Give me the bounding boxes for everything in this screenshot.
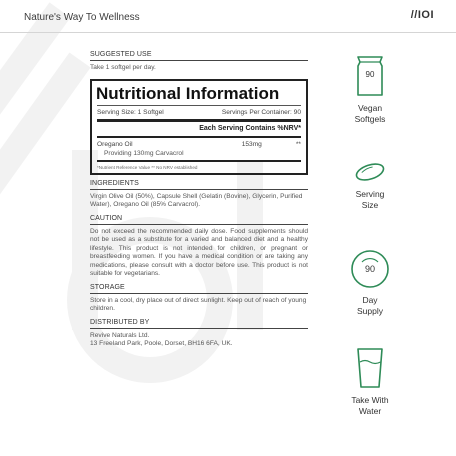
caution-title: CAUTION [90, 214, 123, 222]
nutrition-medium-divider [97, 160, 301, 162]
nutrition-thick-divider [97, 119, 301, 122]
nutrition-title: Nutritional Information [96, 83, 280, 103]
suggested-use-title: SUGGESTED USE [90, 51, 152, 58]
nutrition-footnote: *Nutrient Reference Value ** No NRV established [97, 164, 198, 170]
header-divider [0, 32, 456, 33]
softgel-pouch-icon [350, 54, 390, 98]
brand-logo: //IOI [410, 9, 434, 21]
section-divider [90, 328, 308, 329]
label-column [90, 50, 308, 349]
nutrition-medium-divider [97, 136, 301, 138]
feature-label-line1: Take With [351, 395, 389, 405]
feature-label-line2: Water [358, 406, 382, 416]
storage-section [90, 283, 308, 314]
nutrition-divider [97, 105, 301, 106]
ingredient-amount: 153mg [241, 140, 262, 148]
caution-section [90, 214, 308, 279]
softgel-capsule-icon [350, 160, 390, 184]
feature-label-line1: Vegan [357, 103, 383, 113]
feature-vegan-softgels [332, 54, 408, 125]
serving-row [97, 108, 301, 117]
caution-text: Do not exceed the recommended daily dose. Food supplements should not be used as a substitute for a varied and balanced diet and a healthy lifestyle. This product is not intended for children, or pregnant or breastfeeding women. If you have a medical condition or are taking any medications, please consult with a doctor before use. This product is not suitable for vegetarians. [90, 227, 308, 277]
feature-take-with-water [332, 346, 408, 417]
feature-day-supply [332, 248, 408, 317]
nutrition-panel [90, 79, 308, 175]
nutrition-column-header: Each Serving Contains %NRV* [199, 124, 301, 132]
calendar-circle-icon [349, 248, 391, 290]
storage-text: Store in a cool, dry place out of direct sunlight. Keep out of reach of young children. [90, 296, 307, 312]
feature-label-line1: Serving [355, 189, 385, 199]
distributor-name: Revive Naturals Ltd. [90, 331, 150, 339]
suggested-use-section [90, 50, 308, 73]
feature-label-line2: Supply [357, 306, 383, 316]
feature-label-line2: Size [361, 200, 379, 210]
ingredient-row [97, 140, 301, 149]
distributor-address: 13 Freeland Park, Poole, Dorset, BH16 6FA, UK. [90, 340, 233, 347]
ingredients-title: INGREDIENTS [90, 179, 139, 187]
section-divider [90, 224, 308, 225]
serving-size: Serving Size: 1 Softgel [97, 108, 164, 116]
distributed-by-section [90, 318, 308, 349]
feature-label-line2: Softgels [354, 114, 386, 124]
section-divider [90, 189, 308, 190]
feature-label-line1: Day [362, 295, 378, 305]
ingredient-nrv: ** [295, 140, 301, 148]
ingredient-name: Oregano Oil [97, 140, 133, 148]
section-divider [90, 293, 308, 294]
storage-title: STORAGE [90, 283, 125, 291]
ingredients-section [90, 179, 308, 210]
distributed-by-title: DISTRIBUTED BY [90, 318, 150, 326]
brand-tagline: Nature's Way To Wellness [24, 12, 140, 23]
supply-days: 90 [364, 264, 376, 274]
servings-per-container: Servings Per Container: 90 [221, 108, 301, 116]
feature-serving-size [332, 160, 408, 211]
providing-text: Providing 130mg Carvacrol [104, 149, 184, 157]
ingredients-text: Virgin Olive Oil (50%), Capsule Shell (Gelatin (Bovine), Glycerin, Purified Water), Oregano Oil (85% Carvacrol). [90, 192, 303, 208]
section-divider [90, 60, 308, 61]
water-glass-icon [353, 346, 387, 390]
suggested-use-text: Take 1 softgel per day. [90, 64, 156, 71]
pouch-count: 90 [365, 70, 375, 79]
